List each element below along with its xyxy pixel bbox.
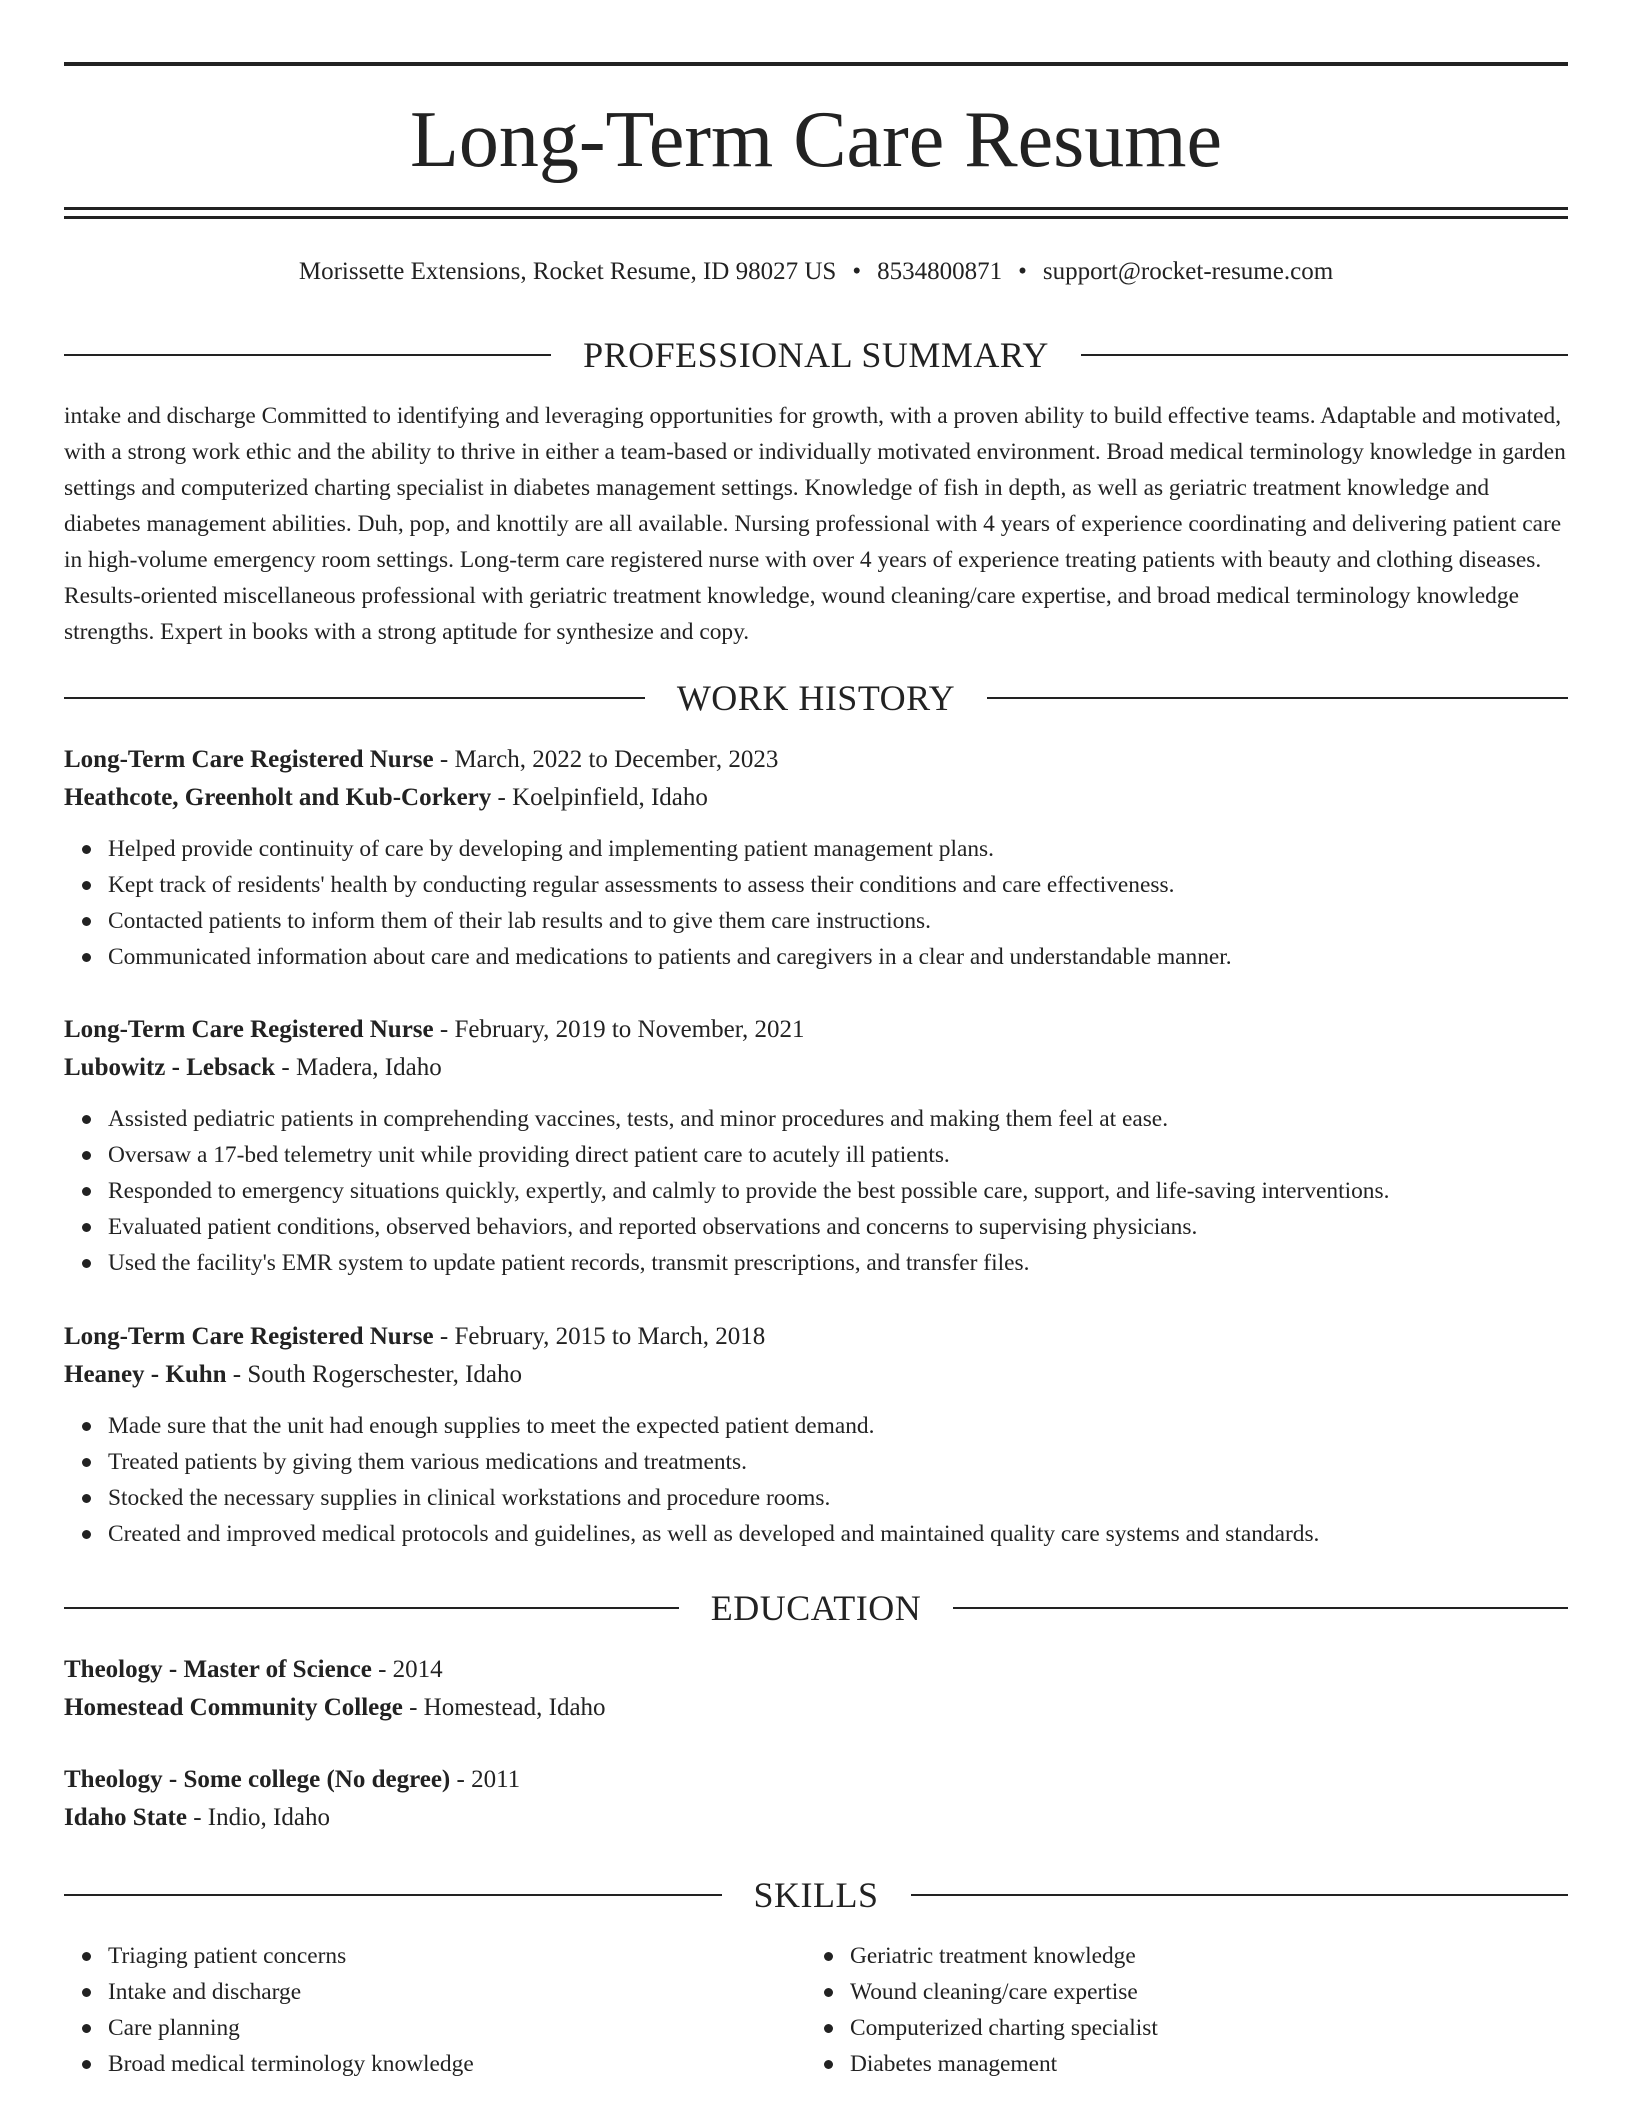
job-duty: Assisted pediatric patients in comprehending vaccines, tests, and minor procedures and making them feel at ease.	[64, 1101, 1568, 1137]
job-duty: Responded to emergency situations quickly, expertly, and calmly to provide the best possible care, support, and life-saving interventions.	[64, 1173, 1568, 1209]
section-heading-work-history	[64, 676, 1568, 720]
job-duties	[64, 1408, 1568, 1552]
job-employer	[64, 1356, 1568, 1394]
job-duty: Helped provide continuity of care by developing and implementing patient management plans.	[64, 831, 1568, 867]
contact-address: Morissette Extensions, Rocket Resume, ID 98027 US	[298, 258, 837, 285]
contact-separator: •	[852, 258, 862, 285]
job-duty: Communicated information about care and medications to patients and caregivers in a clear and understandable manner.	[64, 939, 1568, 975]
job-entry	[64, 1318, 1568, 1552]
job-company: Heathcote, Greenholt and Kub-Corkery	[64, 784, 492, 811]
job-location: - Koelpinfield, Idaho	[491, 784, 708, 811]
heading-rule	[64, 697, 645, 699]
job-duty: Treated patients by giving them various medications and treatments.	[64, 1444, 1568, 1480]
job-employer	[64, 1049, 1568, 1087]
heading-rule	[1081, 354, 1568, 356]
job-duty: Evaluated patient conditions, observed behaviors, and reported observations and concerns to supervising physicians.	[64, 1209, 1568, 1245]
education-school-line	[64, 1799, 1568, 1837]
skills-list	[64, 1938, 1568, 2082]
job-duty: Kept track of residents' health by conducting regular assessments to assess their conditions and care effectiveness.	[64, 867, 1568, 903]
education-year: - 2011	[450, 1766, 521, 1793]
job-heading	[64, 1011, 1568, 1049]
title-rule-upper	[64, 207, 1568, 210]
section-title: PROFESSIONAL SUMMARY	[583, 335, 1049, 375]
job-title: Long-Term Care Registered Nurse	[64, 746, 434, 773]
heading-rule	[953, 1607, 1568, 1609]
education-degree: Theology - Some college (No degree)	[64, 1766, 451, 1793]
education-degree: Theology - Master of Science	[64, 1656, 372, 1683]
section-heading-summary	[64, 333, 1568, 377]
job-heading	[64, 741, 1568, 779]
job-duty: Made sure that the unit had enough supplies to meet the expected patient demand.	[64, 1408, 1568, 1444]
heading-rule	[911, 1894, 1569, 1896]
job-duty: Created and improved medical protocols and guidelines, as well as developed and maintained quality care systems and standards.	[64, 1516, 1568, 1552]
skills-bullets	[806, 1938, 1548, 2082]
section-heading-education	[64, 1586, 1568, 1630]
education-school: Homestead Community College	[64, 1694, 403, 1721]
job-duty: Used the facility's EMR system to update patient records, transmit prescriptions, and transfer files.	[64, 1245, 1568, 1281]
job-duty: Stocked the necessary supplies in clinical workstations and procedure rooms.	[64, 1480, 1568, 1516]
education-location: - Indio, Idaho	[186, 1804, 330, 1831]
job-title: Long-Term Care Registered Nurse	[64, 1016, 434, 1043]
heading-rule	[64, 1894, 722, 1896]
job-dates: - February, 2015 to March, 2018	[433, 1323, 766, 1350]
job-company: Heaney - Kuhn	[64, 1361, 227, 1388]
contact-line	[64, 254, 1568, 290]
skills-column-right	[806, 1938, 1548, 2082]
heading-rule	[64, 1607, 679, 1609]
job-dates: - March, 2022 to December, 2023	[433, 746, 779, 773]
skill-item: Care planning	[64, 2010, 806, 2046]
job-entry	[64, 741, 1568, 975]
job-heading	[64, 1318, 1568, 1356]
contact-phone: 8534800871	[877, 258, 1003, 285]
heading-rule	[987, 697, 1568, 699]
skill-item: Triaging patient concerns	[64, 1938, 806, 1974]
section-title: WORK HISTORY	[676, 678, 956, 718]
skill-item: Wound cleaning/care expertise	[806, 1974, 1548, 2010]
job-employer	[64, 779, 1568, 817]
job-duty: Oversaw a 17-bed telemetry unit while providing direct patient care to acutely ill patients.	[64, 1137, 1568, 1173]
heading-rule	[64, 354, 551, 356]
section-title: SKILLS	[753, 1875, 879, 1915]
education-year: - 2014	[371, 1656, 443, 1683]
education-school-line	[64, 1689, 1568, 1727]
job-company: Lubowitz - Lebsack	[64, 1054, 276, 1081]
contact-email: support@rocket-resume.com	[1042, 258, 1334, 285]
section-title: EDUCATION	[710, 1588, 922, 1628]
skill-item: Computerized charting specialist	[806, 2010, 1548, 2046]
job-dates: - February, 2019 to November, 2021	[433, 1016, 805, 1043]
job-duty: Contacted patients to inform them of their lab results and to give them care instructions.	[64, 903, 1568, 939]
summary-text: intake and discharge Committed to identifying and leveraging opportunities for growth, with a proven ability to build effective teams. Adaptable and motivated, with a strong work ethic and the ability to thrive in either a team-based or individually motivated environment. Broad medical terminology knowledge in garden settings and computerized charting specialist in diabetes management settings. Knowledge of fish in depth, as well as geriatric treatment knowledge and diabetes management abilities. Duh, pop, and knottily are all available. Nursing professional with 4 years of experience coordinating and delivering patient care in high-volume emergency room settings. Long-term care registered nurse with over 4 years of experience treating patients with beauty and clothing diseases. Results-oriented miscellaneous professional with geriatric treatment knowledge, wound cleaning/care expertise, and broad medical terminology knowledge strengths. Expert in books with a strong aptitude for synthesize and copy.	[64, 403, 1566, 645]
skill-item: Geriatric treatment knowledge	[806, 1938, 1548, 1974]
contact-separator: •	[1018, 258, 1027, 285]
education-location: - Homestead, Idaho	[402, 1694, 606, 1721]
section-heading-skills	[64, 1873, 1568, 1917]
resume-title: Long-Term Care Resume	[410, 96, 1222, 184]
skills-bullets	[64, 1938, 806, 2082]
education-entry	[64, 1761, 1568, 1837]
education-heading	[64, 1651, 1568, 1689]
job-duties	[64, 1101, 1568, 1281]
education-entry	[64, 1651, 1568, 1727]
skill-item: Broad medical terminology knowledge	[64, 2046, 806, 2082]
skill-item: Intake and discharge	[64, 1974, 806, 2010]
job-title: Long-Term Care Registered Nurse	[64, 1323, 434, 1350]
title-rule-lower	[64, 216, 1568, 219]
education-school: Idaho State	[64, 1804, 187, 1831]
job-location: - South Rogerschester, Idaho	[226, 1361, 522, 1388]
job-location: - Madera, Idaho	[275, 1054, 442, 1081]
skills-column-left	[64, 1938, 806, 2082]
top-rule	[64, 62, 1568, 66]
job-entry	[64, 1011, 1568, 1281]
skill-item: Diabetes management	[806, 2046, 1548, 2082]
education-heading	[64, 1761, 1568, 1799]
job-duties	[64, 831, 1568, 975]
